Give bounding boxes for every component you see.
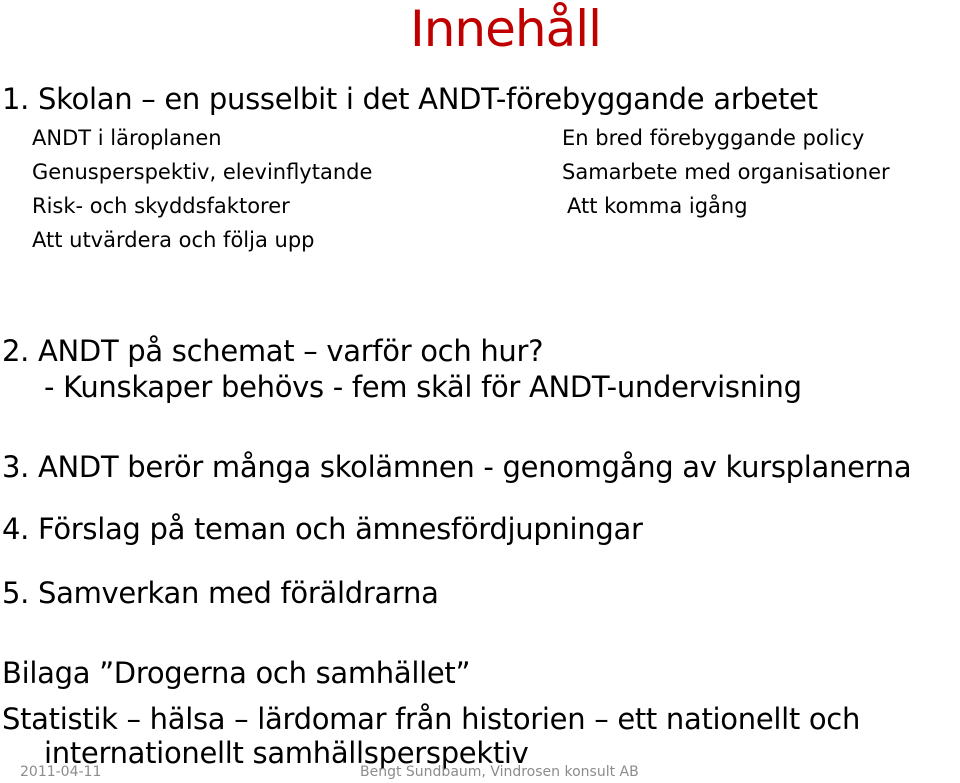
section-3-heading: 3. ANDT berör många skolämnen - genomgång av kursplanerna <box>2 450 912 484</box>
section-1-left-item: Genusperspektiv, elevinflytande <box>32 160 373 184</box>
appendix-statistics-line2: internationellt samhällsperspektiv <box>44 736 529 770</box>
appendix-heading: Bilaga ”Drogerna och samhället” <box>2 656 471 690</box>
page-title: Innehåll <box>410 0 601 58</box>
section-2-heading: 2. ANDT på schemat – varför och hur? <box>2 334 544 368</box>
section-1-left-item: Att utvärdera och följa upp <box>32 228 315 252</box>
footer-date: 2011-04-11 <box>20 764 102 780</box>
section-1-left-item: Risk- och skyddsfaktorer <box>32 194 290 218</box>
section-1-right-item: En bred förebyggande policy <box>562 126 865 150</box>
section-4-heading: 4. Förslag på teman och ämnesfördjupningar <box>2 512 643 546</box>
section-2-subheading: - Kunskaper behövs - fem skäl för ANDT-undervisning <box>44 370 802 404</box>
section-1-right-item: Samarbete med organisationer <box>562 160 890 184</box>
footer-author: Bengt Sundbaum, Vindrosen konsult AB <box>360 764 639 780</box>
appendix-statistics-line1: Statistik – hälsa – lärdomar från historien – ett nationellt och <box>2 702 861 736</box>
section-5-heading: 5. Samverkan med föräldrarna <box>2 576 439 610</box>
section-1-heading: 1. Skolan – en pusselbit i det ANDT-förebyggande arbetet <box>2 82 818 116</box>
section-1-right-item: Att komma igång <box>567 194 748 218</box>
section-1-left-item: ANDT i läroplanen <box>32 126 222 150</box>
